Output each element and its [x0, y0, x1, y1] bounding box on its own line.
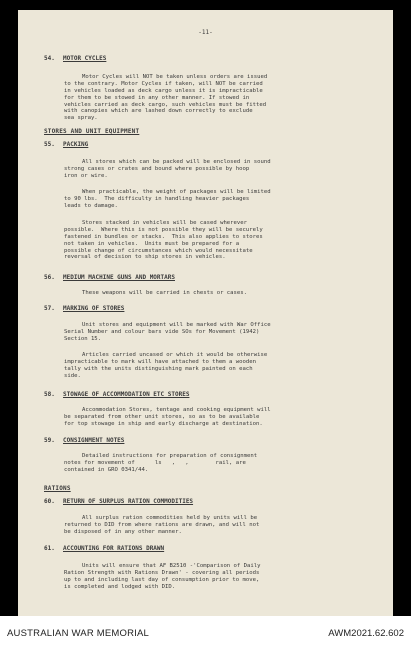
page-number: -11- [198, 29, 213, 36]
text-line: contained in GRO 0341/44. [64, 466, 149, 473]
text-line: fastened in bundles or stacks. This also applies to stores [64, 233, 263, 240]
paragraph [64, 352, 372, 380]
item-heading: MARKING OF STORES [63, 305, 125, 312]
text-line: Units will ensure that AF B2510 -'Comparison of Daily [82, 563, 261, 569]
item-number: 57. [44, 305, 55, 312]
item-number: 61. [44, 545, 55, 552]
text-line: Stores stacked in vehicles will be cased wherever [82, 220, 248, 226]
paragraph [64, 159, 372, 180]
item-number: 55. [44, 141, 55, 148]
paragraph [82, 290, 372, 297]
item-heading: RETURN OF SURPLUS RATION COMMODITIES [63, 498, 194, 505]
item-heading: ACCOUNTING FOR RATIONS DRAWN [63, 545, 165, 552]
text-line: Detailed instructions for preparation of consignment [82, 453, 258, 459]
paragraph [64, 453, 372, 474]
text-line: iron or wire. [64, 172, 108, 179]
paragraph [64, 220, 372, 261]
text-line: Motor Cycles will NOT be taken unless orders are issued [82, 74, 268, 80]
text-line: Accommodation Stores, tentage and cooking equipment will [82, 407, 271, 413]
paragraph [64, 515, 372, 536]
text-line: notes for movement of ls , , rail, are [64, 459, 246, 466]
paragraph [64, 322, 372, 343]
section-heading: RATIONS [44, 485, 71, 492]
footer-institution: AUSTRALIAN WAR MEMORIAL [7, 628, 150, 639]
text-line: reversal of decision to ship stores in vehicles. [64, 254, 226, 261]
item-heading: PACKING [63, 141, 89, 148]
text-line: with canopies which are lashed down correctly to exclude [64, 108, 253, 115]
item-number: 54. [44, 55, 55, 62]
text-line: be disposed of in any other manner. [64, 528, 182, 535]
paragraph [64, 189, 372, 210]
text-line: for them to be stowed in any other manner. If stowed in [64, 94, 250, 101]
footer-bar [0, 616, 411, 653]
text-line: Articles carried uncased or which it would be otherwise [82, 352, 268, 358]
item-number: 59. [44, 437, 55, 444]
text-line: in vehicles loaded as deck cargo unless it is impracticable [64, 87, 263, 94]
text-line: Section 15. [64, 335, 102, 342]
text-line: for top stowage in ship and early discharge at destination. [64, 420, 263, 427]
text-line: to 90 lbs. The difficulty in handling heavier packages [64, 195, 250, 202]
text-line: strong cases or crates and bound where possible by hoop [64, 165, 250, 172]
item-number: 58. [44, 391, 55, 398]
item-number: 56. [44, 274, 55, 281]
paragraph [64, 407, 372, 428]
text-line: sea spray. [64, 115, 98, 122]
text-line: All stores which can be packed will be enclosed in sound [82, 159, 271, 165]
document-page [18, 10, 393, 616]
text-line: All surplus ration commodities held by units will be [82, 515, 258, 521]
text-line: Ration Strength with Rations Drawn' - covering all periods [64, 569, 260, 576]
text-line: side. [64, 372, 81, 379]
text-line: not taken in vehicles. Units must be prepared for a [64, 240, 240, 247]
item-heading: MEDIUM MACHINE GUNS AND MORTARS [63, 274, 175, 281]
text-line: leads to damage. [64, 202, 118, 209]
text-line: These weapons will be carried in chests or cases. [82, 290, 248, 296]
footer-accession-number: AWM2021.62.602 [328, 628, 404, 639]
text-line: to the contrary. Motor Cycles if taken, will NOT be carried [64, 80, 263, 87]
text-line: tally with the units distinguishing mark painted on each [64, 365, 253, 372]
text-line: vehicles carried as deck cargo, such vehicles must be fitted [64, 101, 267, 108]
section-heading: STORES AND UNIT EQUIPMENT [44, 128, 140, 135]
text-line: up to and including last day of consumption prior to move, [64, 576, 260, 583]
text-line: possible change of circumstances which would necessitate [64, 247, 253, 254]
paragraph [64, 563, 372, 591]
text-line: possible. Where this is not possible they will be securely [64, 226, 263, 233]
item-heading: MOTOR CYCLES [63, 55, 107, 62]
text-line: Serial Number and colour bars vide SOs for Movement (1942) [64, 328, 260, 335]
item-heading: STOWAGE OF ACCOMMODATION ETC STORES [63, 391, 190, 398]
text-line: When practicable, the weight of packages will be limited [82, 189, 271, 195]
item-heading: CONSIGNMENT NOTES [63, 437, 125, 444]
text-line: impracticable to mark will have attached to them a wooden [64, 358, 256, 365]
text-line: Unit stores and equipment will be marked with War Office [82, 322, 271, 328]
item-number: 60. [44, 498, 55, 505]
text-line: is completed and lodged with DID. [64, 583, 176, 590]
text-line: be separated from other unit stores, so as to be available [64, 413, 260, 420]
text-line: returned to DID from where rations are drawn, and will not [64, 521, 260, 528]
paragraph [64, 74, 372, 122]
